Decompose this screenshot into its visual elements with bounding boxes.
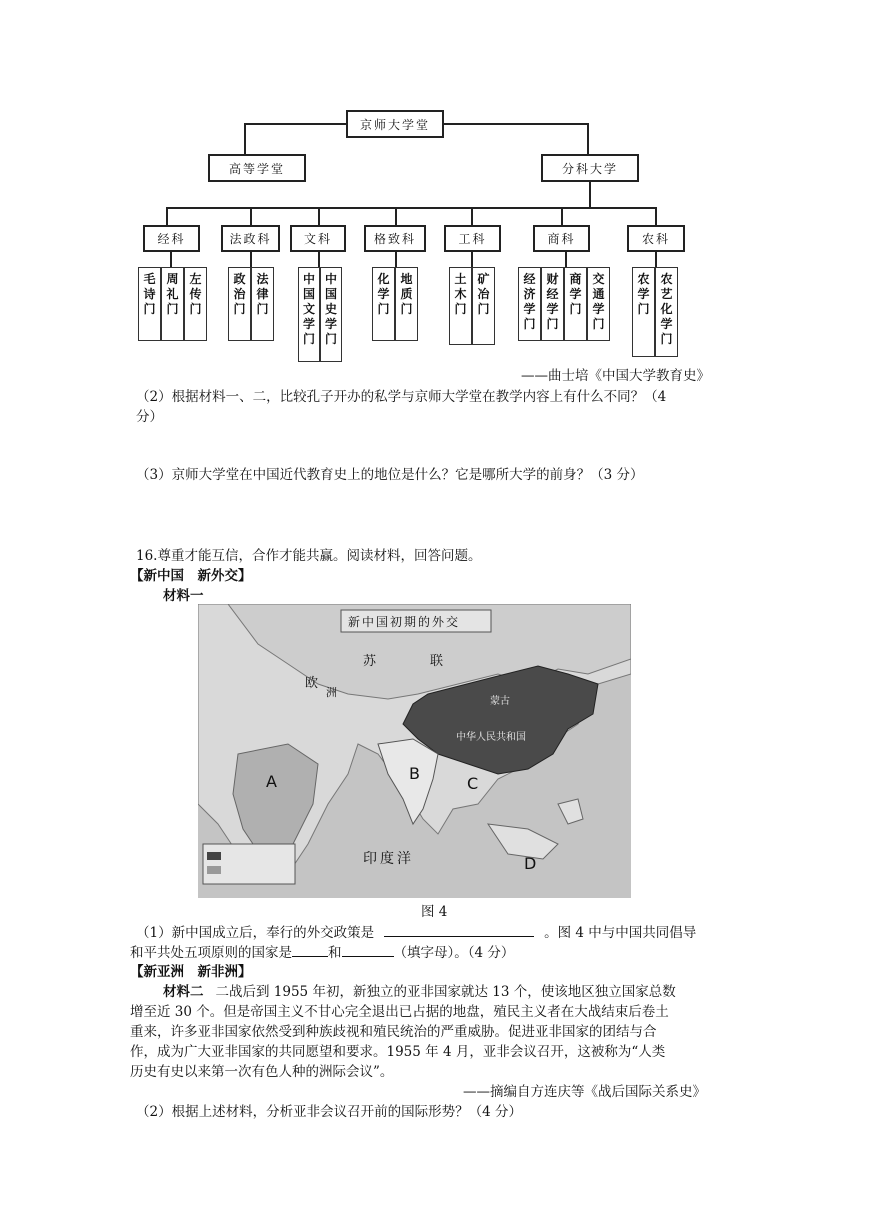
map-label-europe: 洲 (326, 686, 337, 699)
connector (166, 207, 168, 225)
map-marker-a: A (266, 772, 277, 791)
sub-node: 化 学 门 (372, 267, 395, 341)
answer-blank[interactable] (342, 942, 394, 957)
connector (166, 207, 656, 209)
dept-node-gongke: 工科 (444, 225, 501, 252)
sub-node: 法 律 门 (251, 267, 274, 341)
connector (250, 207, 252, 225)
dept-node-gezhi: 格致科 (364, 225, 426, 252)
sub-node: 商 学 门 (564, 267, 587, 341)
q1-text-c: 和平共处五项原则的国家是 (130, 945, 292, 961)
question-2-line2: 分） (136, 409, 163, 425)
question-3: （3）京师大学堂在中国近代教育史上的地位是什么？它是哪所大学的前身？（3 分） (136, 467, 644, 483)
connector (244, 123, 246, 154)
question-16-2: （2）根据上述材料，分析亚非会议召开前的国际形势？（4 分） (136, 1104, 522, 1120)
answer-blank[interactable] (292, 942, 328, 957)
map-label-ussr: 苏 (363, 654, 377, 669)
dept-node-fazheng: 法政科 (221, 225, 280, 252)
sub-node: 政 治 门 (228, 267, 251, 341)
material2-line4: 作，成为广大亚非国家的共同愿望和要求。1955 年 4 月，亚非会议召开，这被称为“人类 (130, 1044, 666, 1060)
sub-node: 毛 诗 门 (138, 267, 161, 341)
connector (318, 207, 320, 225)
dept-node-wenke: 文科 (290, 225, 346, 252)
part2-title: 【新亚洲 新非洲】 (130, 964, 252, 980)
section-16-heading: 16.尊重才能互信，合作才能共赢。阅读材料，回答问题。 (136, 548, 482, 564)
connector (587, 123, 589, 154)
diplomacy-map (198, 604, 631, 898)
map-label-mongolia: 蒙古 (490, 696, 510, 707)
material2-label: 材料二 (163, 984, 204, 1000)
map-label-europe: 欧 (305, 676, 319, 691)
sub-node: 矿 冶 门 (472, 267, 495, 345)
chart-root-node: 京师大学堂 (346, 110, 444, 138)
material2-source: ——摘编自方连庆等《战后国际关系史》 (463, 1084, 706, 1100)
q1-text-b: 。图 4 中与中国共同倡导 (544, 925, 697, 941)
material1-label: 材料一 (163, 588, 204, 604)
sub-node: 左 传 门 (184, 267, 207, 341)
map-marker-c: C (467, 774, 479, 793)
connector (244, 123, 346, 125)
map-title: 新中国初期的外交 (348, 615, 461, 629)
connector (589, 182, 591, 208)
q1-text-e: （填字母）。（4 分） (393, 945, 515, 961)
connector (565, 252, 567, 267)
material2-line2: 增至近 30 个。但是帝国主义不甘心完全退出已占据的地盘，殖民主义者在大战结束后卷土 (130, 1004, 669, 1020)
sub-node: 农 学 门 (632, 267, 655, 357)
connector (444, 123, 588, 125)
connector (250, 252, 252, 267)
connector (471, 252, 473, 267)
figure-caption: 图 4 (421, 904, 448, 920)
material2-line5: 历史有史以来第一次有色人种的洲际会议”。 (130, 1064, 394, 1080)
connector (170, 252, 172, 267)
sub-node: 中 国 文 学 门 (298, 267, 320, 362)
map-graphic (198, 604, 631, 898)
question-16-1-line1 (136, 922, 696, 944)
sub-node: 交 通 学 门 (587, 267, 610, 341)
map-label-china: 中华人民共和国 (456, 732, 526, 743)
connector (655, 207, 657, 225)
material2-line3: 重来，许多亚非国家依然受到种族歧视和殖民统治的严重威胁。促进亚非国家的团结与合 (130, 1024, 657, 1040)
connector (471, 207, 473, 225)
sub-node: 周 礼 门 (161, 267, 184, 341)
chart-source: ——曲士培《中国大学教育史》 (521, 368, 710, 384)
connector (395, 207, 397, 225)
map-marker-d: D (524, 854, 537, 873)
material2-line1 (163, 982, 676, 1003)
map-label-ocean: 印度洋 (363, 851, 414, 867)
connector (561, 207, 563, 225)
part1-title: 【新中国 新外交】 (130, 568, 252, 584)
sub-node: 土 木 门 (449, 267, 472, 345)
question-2-line1: （2）根据材料一、二，比较孔子开办的私学与京师大学堂在教学内容上有什么不同？（4 (136, 389, 667, 405)
map-label-ussr: 联 (430, 654, 444, 669)
chart-node-sub-university: 分科大学 (541, 154, 639, 182)
question-16-1-line2 (130, 942, 514, 964)
connector (655, 252, 657, 267)
sub-node: 中 国 史 学 门 (320, 267, 342, 362)
sub-node: 地 质 门 (395, 267, 418, 341)
dept-node-jingke: 经科 (143, 225, 200, 252)
chart-node-higher-school: 高等学堂 (208, 154, 306, 182)
q1-text-a: （1）新中国成立后，奉行的外交政策是 (136, 925, 375, 941)
material2-text: 二战后到 1955 年初，新独立的亚非国家就达 13 个，使该地区独立国家总数 (215, 984, 676, 1000)
q1-text-d: 和 (328, 945, 342, 961)
dept-node-shangke: 商科 (533, 225, 590, 252)
connector (395, 252, 397, 267)
map-marker-b: B (409, 764, 420, 783)
sub-node: 经 济 学 门 (518, 267, 541, 341)
connector (318, 252, 320, 267)
answer-blank[interactable] (384, 922, 534, 937)
sub-node: 财 经 学 门 (541, 267, 564, 341)
dept-node-nongke: 农科 (627, 225, 685, 252)
sub-node: 农 艺 化 学 门 (655, 267, 678, 357)
